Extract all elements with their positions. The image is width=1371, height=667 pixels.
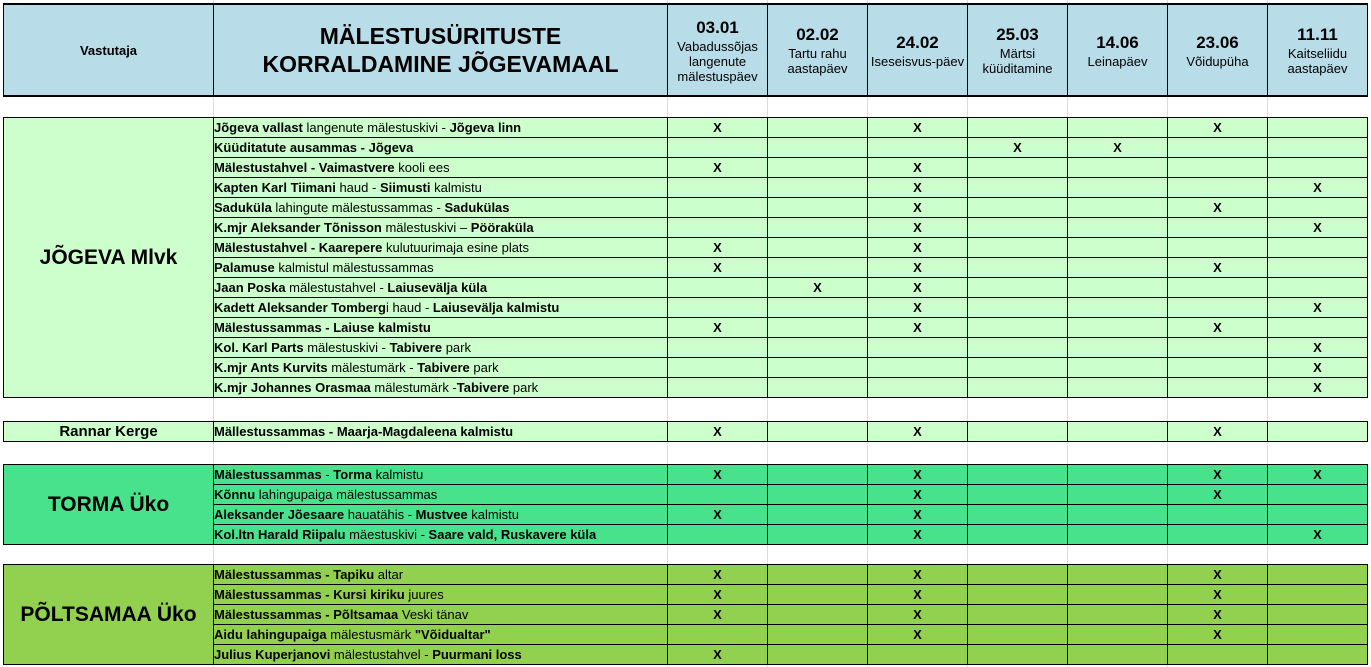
mark-cell [968,605,1068,625]
mark-cell: X [1168,198,1268,218]
mark-cell: X [868,485,968,505]
mark-cell [968,178,1068,198]
location-text: Mälestussammas - Tapiku [214,567,375,582]
mark-cell [1268,198,1368,218]
location-text: Palamuse [214,260,275,275]
location-text: Kol. Karl Parts [214,340,304,355]
location-cell [214,138,668,158]
location-text: K.mjr Ants Kurvits [214,360,328,375]
location-text: Mälestussammas - Põltsamaa [214,607,399,622]
location-text: Kol.ltn Harald Riipalu [214,527,346,542]
mark-cell [1068,485,1168,505]
mark-cell [768,485,868,505]
mark-cell: X [868,198,968,218]
table-row [4,565,1368,585]
mark-cell: X [868,525,968,545]
mark-cell [668,338,768,358]
date-header-name: Vabadussõjas langenute mälestuspäev [677,38,758,84]
location-text: Laiusevälja küla [387,280,488,295]
location-cell [214,278,668,298]
location-text: Jaan Poska [214,280,286,295]
location-text: langenute mälestuskivi - [302,120,450,135]
mark-cell [968,318,1068,338]
mark-cell [1068,625,1168,645]
location-text: lahingute mälestussammas - [271,200,445,215]
date-header-name: Tartu rahu aastapäev [787,46,848,76]
mark-cell: X [868,278,968,298]
mark-cell [1068,198,1168,218]
location-text: kulutuurimaja esine plats [382,240,530,255]
location-text: Tabivere [389,340,443,355]
location-text: lahingupaiga mälestussammas [255,487,438,502]
date-header-date: 25.03 [996,25,1039,44]
mark-cell [1068,358,1168,378]
mark-cell [968,238,1068,258]
date-header-date: 02.02 [796,25,839,44]
location-cell [214,358,668,378]
mark-cell: X [868,565,968,585]
date-header [1268,4,1368,96]
mark-cell: X [668,465,768,485]
date-header [1068,4,1168,96]
location-text: Mällestussammas - Maarja-Magdaleena kalmistu [214,424,514,439]
date-header-date: 24.02 [896,32,939,52]
mark-cell: X [1168,258,1268,278]
mark-cell [1168,178,1268,198]
location-text: Jõgeva linn [449,120,522,135]
mark-cell [768,158,868,178]
location-text: juures [404,587,444,602]
location-text: mälestuskivi - [303,340,390,355]
location-cell [214,605,668,625]
date-header-name: Märtsi küüditamine [982,46,1053,76]
date-header-date: 23.06 [1196,32,1239,52]
location-text: kooli ees [394,160,450,175]
mark-cell [968,485,1068,505]
location-text: Tabivere [417,360,470,375]
location-text: Siimusti [379,180,431,195]
location-cell [214,258,668,278]
mark-cell [668,218,768,238]
mark-cell: X [868,238,968,258]
location-text: mälestuskivi – [381,220,471,235]
mark-cell [968,278,1068,298]
location-cell [214,625,668,645]
location-cell [214,198,668,218]
group-poltsamaa [3,564,1368,665]
group-torma [3,464,1368,545]
mark-cell [668,198,768,218]
page-title [214,4,668,96]
mark-cell [968,465,1068,485]
location-text: mälestumärk - [370,380,457,395]
mark-cell [1068,505,1168,525]
date-header-name: Iseseisvus-päev [870,53,965,69]
mark-cell: X [668,585,768,605]
mark-cell [1168,238,1268,258]
mark-cell [768,625,868,645]
location-cell [214,338,668,358]
responsible-header: Vastutaja [4,4,214,96]
location-text: Küüditatute ausammas - Jõgeva [214,140,414,155]
date-header-date: 14.06 [1096,32,1139,52]
mark-cell [1268,138,1368,158]
mark-cell [768,318,868,338]
header-table [3,3,1368,97]
location-cell [214,238,668,258]
mark-cell [968,338,1068,358]
mark-cell [968,505,1068,525]
location-text: mälestustahvel - [330,647,433,662]
location-cell [214,218,668,238]
responsible-cell: Rannar Kerge [4,422,214,442]
location-text: Mälestustahvel - Vaimastvere [214,160,395,175]
location-text: Kapten Karl Tiimani [214,180,336,195]
mark-cell: X [1268,338,1368,358]
mark-cell [768,645,868,665]
mark-cell [768,138,868,158]
mark-cell [768,338,868,358]
location-text: park [509,380,539,395]
date-header [868,4,968,96]
mark-cell: X [1268,525,1368,545]
mark-cell [1268,238,1368,258]
mark-cell [1168,158,1268,178]
mark-cell [1068,378,1168,398]
location-text: altar [374,567,404,582]
mark-cell [1068,605,1168,625]
mark-cell [1168,505,1268,525]
location-cell [214,422,668,442]
mark-cell: X [1268,358,1368,378]
location-text: park [442,340,471,355]
location-text: mälestusmärk [326,627,415,642]
mark-cell [968,585,1068,605]
responsible-cell: PÕLTSAMAA Üko [4,565,214,665]
mark-cell: X [868,625,968,645]
location-cell [214,318,668,338]
location-text: Mustvee [415,507,468,522]
mark-cell [1268,258,1368,278]
date-header [1168,4,1268,96]
mark-cell [1068,525,1168,545]
title-line-1: MÄLESTUSÜRITUSTE [319,23,562,49]
mark-cell: X [868,605,968,625]
mark-cell [1168,378,1268,398]
location-text: Saduküla [214,200,272,215]
mark-cell: X [1068,138,1168,158]
table-row [4,422,1368,442]
mark-cell [668,278,768,298]
mark-cell: X [1268,178,1368,198]
mark-cell: X [668,318,768,338]
location-cell [214,178,668,198]
location-text: park [469,360,499,375]
location-text: i haud - [385,300,433,315]
mark-cell [1068,238,1168,258]
mark-cell: X [668,605,768,625]
mark-cell [1068,318,1168,338]
table-row [4,118,1368,138]
location-text: Jõgeva vallast [214,120,303,135]
location-cell [214,118,668,138]
title-line-2: KORRALDAMINE JÕGEVAMAAL [262,51,619,77]
mark-cell: X [1268,465,1368,485]
mark-cell [1068,465,1168,485]
date-header-date: 11.11 [1297,25,1338,44]
location-text: Mälestussammas - Laiuse kalmistu [214,320,431,335]
mark-cell: X [1168,565,1268,585]
location-text: Aidu lahingupaiga [214,627,327,642]
location-text: Mälestustahvel - Kaarepere [214,240,383,255]
location-cell [214,645,668,665]
mark-cell [1068,178,1168,198]
mark-cell [968,525,1068,545]
mark-cell [968,298,1068,318]
mark-cell [1268,605,1368,625]
mark-cell [968,378,1068,398]
mark-cell [1068,158,1168,178]
mark-cell [768,258,868,278]
mark-cell [1268,278,1368,298]
date-header-name: Võidupüha [1186,53,1249,69]
mark-cell [968,218,1068,238]
location-text: "Võidualtar" [414,627,491,642]
location-text: Aleksander Jõesaare [214,507,345,522]
mark-cell [768,378,868,398]
mark-cell [1068,645,1168,665]
mark-cell [768,565,868,585]
location-cell [214,485,668,505]
mark-cell: X [868,118,968,138]
location-text: - [321,467,334,482]
location-cell [214,585,668,605]
group-jogeva [3,117,1368,398]
mark-cell: X [668,422,768,442]
mark-cell [768,118,868,138]
mark-cell [1168,218,1268,238]
location-text: Kõnnu [214,487,256,502]
mark-cell: X [768,278,868,298]
mark-cell: X [868,318,968,338]
location-cell [214,378,668,398]
location-text: kalmistu [430,180,482,195]
mark-cell [668,138,768,158]
mark-cell: X [1268,298,1368,318]
date-header-name: Leinapäev [1087,53,1148,69]
mark-cell [1068,422,1168,442]
mark-cell [768,505,868,525]
location-text: K.mjr Aleksander Tõnisson [214,220,382,235]
location-text: Mälestussammas [214,467,322,482]
mark-cell [768,358,868,378]
mark-cell [868,378,968,398]
mark-cell [1068,585,1168,605]
mark-cell: X [1168,118,1268,138]
location-text: Laiusevälja kalmistu [432,300,560,315]
mark-cell [1268,645,1368,665]
mark-cell [768,198,868,218]
mark-cell: X [668,238,768,258]
mark-cell [668,178,768,198]
location-cell [214,465,668,485]
mark-cell [868,358,968,378]
mark-cell: X [668,565,768,585]
mark-cell [1268,565,1368,585]
mark-cell: X [1268,218,1368,238]
location-text: Sadukülas [444,200,510,215]
location-text: Mälestussammas - Kursi kiriku [214,587,405,602]
mark-cell [1168,278,1268,298]
mark-cell: X [1168,422,1268,442]
mark-cell [768,585,868,605]
mark-cell [968,118,1068,138]
responsible-cell: JÕGEVA Mlvk [4,118,214,398]
location-cell [214,298,668,318]
mark-cell [968,358,1068,378]
location-cell [214,505,668,525]
location-text: Torma [333,467,372,482]
mark-cell [968,625,1068,645]
mark-cell [1168,645,1268,665]
mark-cell [1168,525,1268,545]
location-text: Julius Kuperjanovi [214,647,331,662]
mark-cell [768,525,868,545]
mark-cell [768,465,868,485]
mark-cell: X [668,505,768,525]
mark-cell: X [968,138,1068,158]
mark-cell: X [868,158,968,178]
mark-cell: X [868,505,968,525]
mark-cell [768,422,868,442]
mark-cell [1268,318,1368,338]
location-text: haud - [335,180,380,195]
mark-cell [868,138,968,158]
location-text: Kadett Aleksander Tomberg [214,300,386,315]
mark-cell: X [668,258,768,278]
mark-cell: X [868,178,968,198]
mark-cell [868,645,968,665]
mark-cell: X [1168,485,1268,505]
group-rannar-kerge [3,421,1368,442]
location-text: hauatähis - [344,507,416,522]
mark-cell: X [1168,465,1268,485]
location-cell [214,565,668,585]
mark-cell [1068,565,1168,585]
location-text: Tabivere [456,380,510,395]
location-text: kalmistul mälestussammas [274,260,434,275]
table-row [4,465,1368,485]
mark-cell [868,338,968,358]
date-header [968,4,1068,96]
mark-cell [1268,485,1368,505]
mark-cell [1268,585,1368,605]
location-text: mälestumärk - [327,360,418,375]
mark-cell [668,378,768,398]
mark-cell: X [868,258,968,278]
mark-cell [968,258,1068,278]
mark-cell [1068,258,1168,278]
mark-cell: X [868,465,968,485]
date-header [768,4,868,96]
mark-cell [1268,625,1368,645]
mark-cell [1268,158,1368,178]
mark-cell [668,298,768,318]
mark-cell: X [1168,585,1268,605]
location-text: Saare vald, Ruskavere küla [428,527,597,542]
mark-cell: X [1168,605,1268,625]
mark-cell [1268,505,1368,525]
mark-cell [968,645,1068,665]
mark-cell: X [868,218,968,238]
mark-cell [768,178,868,198]
location-cell [214,525,668,545]
mark-cell: X [668,158,768,178]
mark-cell [1168,338,1268,358]
location-text: mäestuskivi - [345,527,429,542]
mark-cell [668,525,768,545]
location-text: Puurmani loss [432,647,522,662]
mark-cell [768,605,868,625]
location-text: Pööraküla [470,220,534,235]
mark-cell [1068,278,1168,298]
mark-cell [1168,298,1268,318]
mark-cell [1268,118,1368,138]
mark-cell: X [668,118,768,138]
responsible-cell: TORMA Üko [4,465,214,545]
mark-cell [1068,298,1168,318]
mark-cell [1068,338,1168,358]
mark-cell: X [1268,378,1368,398]
mark-cell: X [868,585,968,605]
mark-cell: X [868,298,968,318]
mark-cell [768,218,868,238]
date-header-name: Kaitseliidu aastapäev [1287,46,1348,76]
mark-cell: X [868,422,968,442]
mark-cell [1168,138,1268,158]
date-header-date: 03.01 [696,17,739,37]
mark-cell [1068,118,1168,138]
mark-cell [768,238,868,258]
mark-cell [668,485,768,505]
location-text: mälestustahvel - [285,280,388,295]
mark-cell: X [1168,318,1268,338]
mark-cell [668,625,768,645]
mark-cell [968,422,1068,442]
mark-cell [1068,218,1168,238]
location-text: kalmistu [372,467,424,482]
date-header [668,4,768,96]
mark-cell [968,198,1068,218]
location-cell [214,158,668,178]
mark-cell [968,565,1068,585]
mark-cell: X [668,645,768,665]
location-text: Veski tänav [398,607,469,622]
mark-cell [1268,422,1368,442]
mark-cell [968,158,1068,178]
location-text: K.mjr Johannes Orasmaa [214,380,371,395]
mark-cell: X [1168,625,1268,645]
mark-cell [768,298,868,318]
mark-cell [1168,358,1268,378]
location-text: kalmistu [467,507,519,522]
mark-cell [668,358,768,378]
